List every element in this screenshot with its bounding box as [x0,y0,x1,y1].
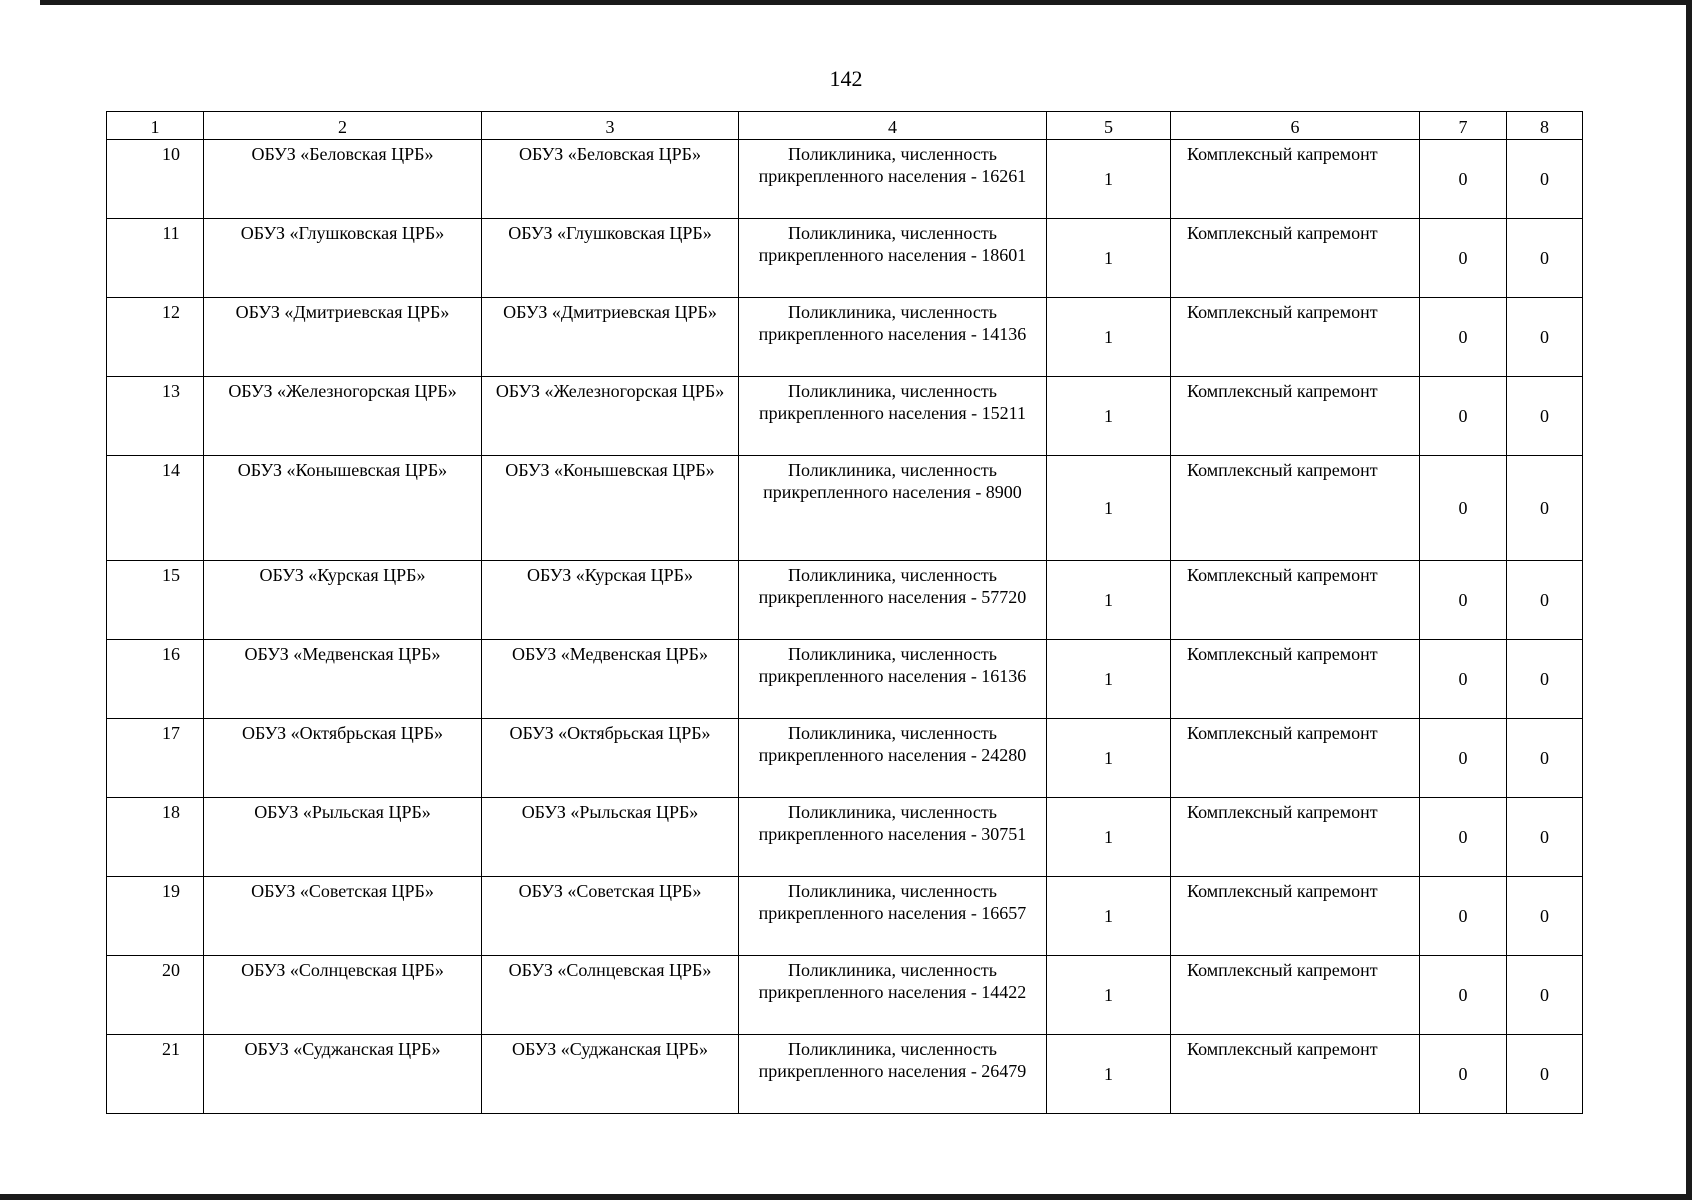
table-row [107,640,1583,719]
facility-cell: Поликлиника, численность прикрепленного населения - 57720 [739,561,1047,640]
table-row [107,456,1583,561]
work-type-cell: Комплексный капремонт [1171,456,1420,561]
table-row [107,798,1583,877]
table-row [107,140,1583,219]
column-7-cell: 0 [1420,1035,1507,1114]
row-number-cell: 21 [107,1035,204,1114]
holder-cell: ОБУЗ «Железногорская ЦРБ» [482,377,739,456]
work-type-cell: Комплексный капремонт [1171,798,1420,877]
holder-cell: ОБУЗ «Медвенская ЦРБ» [482,640,739,719]
quantity-cell: 1 [1047,640,1171,719]
organization-cell: ОБУЗ «Октябрьская ЦРБ» [204,719,482,798]
column-header: 5 [1047,112,1171,140]
quantity-cell: 1 [1047,798,1171,877]
holder-cell: ОБУЗ «Беловская ЦРБ» [482,140,739,219]
scan-edge-bottom [0,1194,1692,1200]
work-type-cell: Комплексный капремонт [1171,640,1420,719]
table-row [107,298,1583,377]
work-type-cell: Комплексный капремонт [1171,1035,1420,1114]
column-7-cell: 0 [1420,456,1507,561]
holder-cell: ОБУЗ «Октябрьская ЦРБ» [482,719,739,798]
column-8-cell: 0 [1507,640,1583,719]
scan-edge-top [40,0,1692,5]
holder-cell: ОБУЗ «Курская ЦРБ» [482,561,739,640]
holder-cell: ОБУЗ «Советская ЦРБ» [482,877,739,956]
column-7-cell: 0 [1420,640,1507,719]
column-8-cell: 0 [1507,140,1583,219]
quantity-cell: 1 [1047,377,1171,456]
column-header: 8 [1507,112,1583,140]
organization-cell: ОБУЗ «Конышевская ЦРБ» [204,456,482,561]
work-type-cell: Комплексный капремонт [1171,956,1420,1035]
quantity-cell: 1 [1047,456,1171,561]
row-number-cell: 15 [107,561,204,640]
row-number-cell: 19 [107,877,204,956]
table-row [107,561,1583,640]
column-7-cell: 0 [1420,956,1507,1035]
column-number-row [107,112,1583,140]
column-8-cell: 0 [1507,456,1583,561]
column-header: 4 [739,112,1047,140]
organization-cell: ОБУЗ «Железногорская ЦРБ» [204,377,482,456]
table-row [107,377,1583,456]
organization-cell: ОБУЗ «Рыльская ЦРБ» [204,798,482,877]
page-number: 142 [829,66,863,91]
facility-cell: Поликлиника, численность прикрепленного населения - 16657 [739,877,1047,956]
holder-cell: ОБУЗ «Рыльская ЦРБ» [482,798,739,877]
facility-cell: Поликлиника, численность прикрепленного населения - 15211 [739,377,1047,456]
table-row [107,719,1583,798]
holder-cell: ОБУЗ «Глушковская ЦРБ» [482,219,739,298]
column-8-cell: 0 [1507,719,1583,798]
facility-cell: Поликлиника, численность прикрепленного населения - 16136 [739,640,1047,719]
holder-cell: ОБУЗ «Дмитриевская ЦРБ» [482,298,739,377]
row-number-cell: 18 [107,798,204,877]
quantity-cell: 1 [1047,219,1171,298]
column-7-cell: 0 [1420,298,1507,377]
facilities-table [106,111,1583,1114]
scan-edge-right [1686,0,1692,1200]
organization-cell: ОБУЗ «Глушковская ЦРБ» [204,219,482,298]
column-header: 1 [107,112,204,140]
row-number-cell: 17 [107,719,204,798]
column-8-cell: 0 [1507,877,1583,956]
column-header: 6 [1171,112,1420,140]
organization-cell: ОБУЗ «Суджанская ЦРБ» [204,1035,482,1114]
table-row [107,1035,1583,1114]
column-7-cell: 0 [1420,561,1507,640]
column-8-cell: 0 [1507,298,1583,377]
column-7-cell: 0 [1420,377,1507,456]
organization-cell: ОБУЗ «Медвенская ЦРБ» [204,640,482,719]
organization-cell: ОБУЗ «Солнцевская ЦРБ» [204,956,482,1035]
organization-cell: ОБУЗ «Советская ЦРБ» [204,877,482,956]
organization-cell: ОБУЗ «Дмитриевская ЦРБ» [204,298,482,377]
table-row [107,877,1583,956]
work-type-cell: Комплексный капремонт [1171,377,1420,456]
column-header: 2 [204,112,482,140]
column-8-cell: 0 [1507,219,1583,298]
column-header: 7 [1420,112,1507,140]
facility-cell: Поликлиника, численность прикрепленного населения - 26479 [739,1035,1047,1114]
column-8-cell: 0 [1507,377,1583,456]
column-7-cell: 0 [1420,140,1507,219]
row-number-cell: 12 [107,298,204,377]
organization-cell: ОБУЗ «Беловская ЦРБ» [204,140,482,219]
facility-cell: Поликлиника, численность прикрепленного населения - 16261 [739,140,1047,219]
work-type-cell: Комплексный капремонт [1171,719,1420,798]
quantity-cell: 1 [1047,719,1171,798]
column-7-cell: 0 [1420,877,1507,956]
holder-cell: ОБУЗ «Суджанская ЦРБ» [482,1035,739,1114]
row-number-cell: 16 [107,640,204,719]
column-8-cell: 0 [1507,561,1583,640]
row-number-cell: 14 [107,456,204,561]
column-7-cell: 0 [1420,719,1507,798]
work-type-cell: Комплексный капремонт [1171,219,1420,298]
quantity-cell: 1 [1047,561,1171,640]
row-number-cell: 11 [107,219,204,298]
row-number-cell: 10 [107,140,204,219]
facility-cell: Поликлиника, численность прикрепленного населения - 14422 [739,956,1047,1035]
work-type-cell: Комплексный капремонт [1171,877,1420,956]
quantity-cell: 1 [1047,298,1171,377]
quantity-cell: 1 [1047,877,1171,956]
quantity-cell: 1 [1047,140,1171,219]
facility-cell: Поликлиника, численность прикрепленного населения - 18601 [739,219,1047,298]
holder-cell: ОБУЗ «Солнцевская ЦРБ» [482,956,739,1035]
row-number-cell: 13 [107,377,204,456]
column-header: 3 [482,112,739,140]
column-8-cell: 0 [1507,798,1583,877]
organization-cell: ОБУЗ «Курская ЦРБ» [204,561,482,640]
table-row [107,956,1583,1035]
column-8-cell: 0 [1507,956,1583,1035]
column-8-cell: 0 [1507,1035,1583,1114]
holder-cell: ОБУЗ «Конышевская ЦРБ» [482,456,739,561]
facility-cell: Поликлиника, численность прикрепленного населения - 8900 [739,456,1047,561]
quantity-cell: 1 [1047,1035,1171,1114]
facility-cell: Поликлиника, численность прикрепленного населения - 24280 [739,719,1047,798]
facility-cell: Поликлиника, численность прикрепленного населения - 14136 [739,298,1047,377]
table-row [107,219,1583,298]
quantity-cell: 1 [1047,956,1171,1035]
column-7-cell: 0 [1420,798,1507,877]
row-number-cell: 20 [107,956,204,1035]
work-type-cell: Комплексный капремонт [1171,561,1420,640]
facility-cell: Поликлиника, численность прикрепленного населения - 30751 [739,798,1047,877]
column-7-cell: 0 [1420,219,1507,298]
work-type-cell: Комплексный капремонт [1171,298,1420,377]
work-type-cell: Комплексный капремонт [1171,140,1420,219]
